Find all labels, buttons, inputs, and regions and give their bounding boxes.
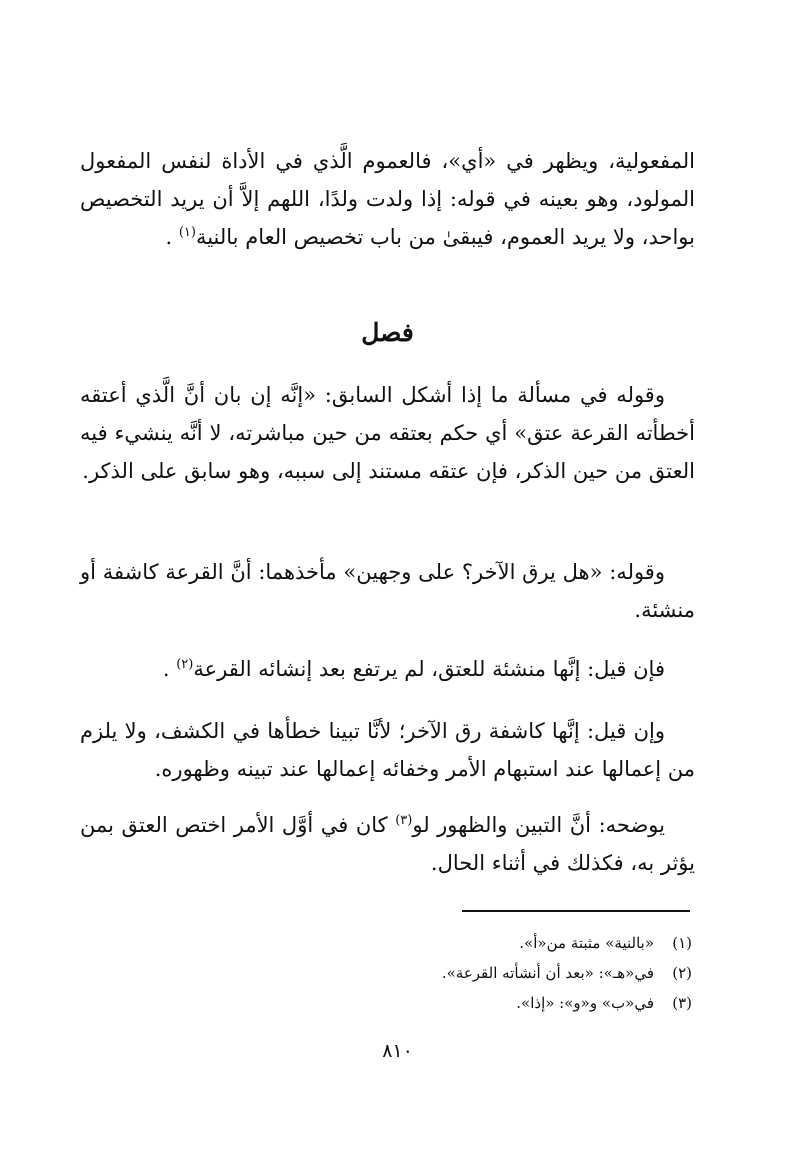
footnote-3 <box>300 988 692 1018</box>
paragraph-4-tail: . <box>162 657 177 681</box>
paragraph-4 <box>80 650 695 688</box>
paragraph-3-text: وقوله: «هل يرق الآخر؟ على وجهين» مأخذهما: أنَّ القرعة كاشفة أو منشئة. <box>80 560 695 622</box>
footnote-ref-3: (٣) <box>395 813 413 828</box>
footnote-number: (١) <box>672 934 692 952</box>
paragraph-3 <box>80 553 695 629</box>
page-number: ٨١٠ <box>382 1040 413 1062</box>
paragraph-5-text: وإن قيل: إنَّها كاشفة رق الآخر؛ لأنَّا تبينا خطأها في الكشف، ولا يلزم من إعمالها عند استبهام الأمر وخفائه إعمالها عند تبينه وظهوره. <box>80 719 695 781</box>
paragraph-1-text: المفعولية، ويظهر في «أي»، فالعموم الَّذي في الأداة لنفس المفعول المولود، وهو بعينه في قوله: إذا ولدت ولدًا، اللهم إلاَّ أن يريد التخصيص بواحد، ولا يريد العموم، فيبقىٰ من باب تخصيص العام بالنية <box>80 149 695 249</box>
footnote-text: «بالنية» مثبتة من«أ». <box>519 934 654 952</box>
footnote-separator <box>462 910 690 912</box>
paragraph-4-text: فإن قيل: إنَّها منشئة للعتق، لم يرتفع بعد إنشائه القرعة <box>193 657 665 681</box>
paragraph-6 <box>80 806 695 882</box>
paragraph-5 <box>80 712 695 788</box>
footnote-ref-2: (٢) <box>176 657 194 672</box>
footnote-text: في«هـ»: «بعد أن أنشأته القرعة». <box>441 964 654 982</box>
paragraph-6-text-after: كان في أوَّل الأمر اختص العتق بمن يؤثر به، فكذلك في أثناء الحال. <box>80 813 695 875</box>
paragraph-1 <box>80 142 695 256</box>
paragraph-1-tail: . <box>165 225 179 249</box>
paragraph-6-text-before: يوضحه: أنَّ التبين والظهور لو <box>412 813 665 837</box>
footnote-1 <box>300 928 692 958</box>
footnotes <box>300 928 692 1018</box>
footnote-number: (٢) <box>672 964 692 982</box>
footnote-ref-1: (١) <box>178 225 196 240</box>
paragraph-2 <box>80 376 695 490</box>
footnote-text: في«ب» و«و»: «إذا». <box>516 994 654 1012</box>
footnote-number: (٣) <box>672 994 692 1012</box>
section-heading: فصل <box>361 318 414 347</box>
footnote-2 <box>300 958 692 988</box>
paragraph-2-text: وقوله في مسألة ما إذا أشكل السابق: «إنَّه إن بان أنَّ الَّذي أعتقه أخطأته القرعة عتق» أي حكم بعتقه من حين مباشرته، لا أنَّه ينشيء فيه العتق من حين الذكر، فإن عتقه مستند إلى سببه، وهو سابق على الذكر. <box>80 383 695 483</box>
